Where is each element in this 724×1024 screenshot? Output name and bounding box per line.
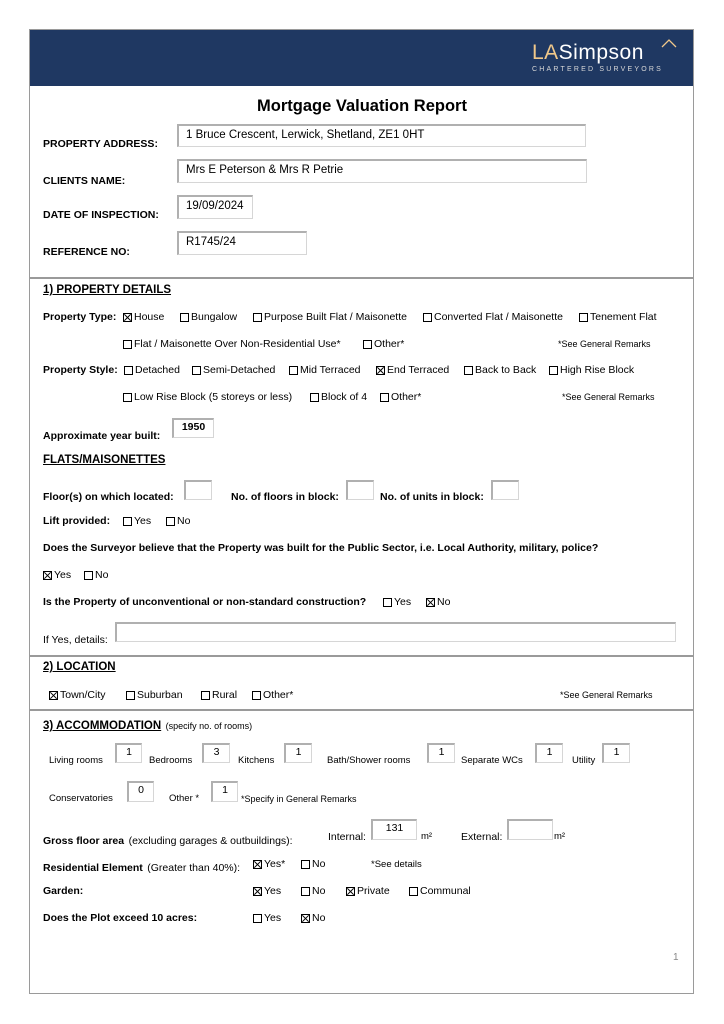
kitchens-label: Kitchens — [238, 755, 275, 766]
checkbox-checked[interactable] — [253, 860, 262, 869]
section-2-heading: 2) LOCATION — [43, 661, 116, 673]
public-yes-option[interactable]: Yes — [43, 569, 71, 581]
flats-heading: FLATS/MAISONETTES — [43, 454, 166, 466]
type-over-nonres-option[interactable]: Flat / Maisonette Over Non-Residential Use* — [123, 338, 341, 350]
reference-label: REFERENCE NO: — [43, 246, 130, 258]
date-field[interactable]: 19/09/2024 — [177, 195, 253, 219]
checkbox[interactable] — [380, 393, 389, 402]
gross-floor-area-label: Gross floor area — [43, 835, 125, 847]
other-rooms-note: *Specify in General Remarks — [241, 794, 357, 804]
garden-communal-option[interactable]: Communal — [409, 885, 471, 897]
unconventional-yes-option[interactable]: Yes — [383, 596, 411, 608]
section-3-heading: 3) ACCOMMODATION — [43, 720, 162, 732]
checkbox-checked[interactable] — [123, 313, 132, 322]
checkbox[interactable] — [301, 887, 310, 896]
checkbox[interactable] — [310, 393, 319, 402]
location-remark: *See General Remarks — [560, 690, 653, 700]
logo-subtitle: CHARTERED SURVEYORS — [531, 66, 663, 73]
style-remark: *See General Remarks — [562, 392, 655, 402]
internal-unit: m² — [421, 831, 433, 842]
style-back-to-back-option[interactable]: Back to Back — [464, 364, 536, 376]
style-detached-option[interactable]: Detached — [124, 364, 180, 376]
other-rooms-label: Other * — [169, 793, 200, 804]
style-low-rise-option[interactable]: Low Rise Block (5 storeys or less) — [123, 391, 292, 403]
internal-label: Internal: — [328, 831, 366, 843]
bath-shower-label: Bath/Shower rooms — [327, 755, 411, 766]
checkbox-checked[interactable] — [49, 691, 58, 700]
residential-label-row — [43, 858, 240, 876]
type-tenement-option[interactable]: Tenement Flat — [579, 311, 657, 323]
units-in-block-label: No. of units in block: — [380, 491, 484, 503]
checkbox-checked[interactable] — [346, 887, 355, 896]
checkbox[interactable] — [166, 517, 175, 526]
property-type-label: Property Type: — [43, 311, 117, 323]
public-sector-question: Does the Surveyor believe that the Property was built for the Public Sector, i.e. Local Authority, military, police? — [43, 542, 599, 554]
garden-label: Garden: — [43, 885, 84, 897]
year-built-field[interactable]: 1950 — [172, 418, 214, 438]
reference-field[interactable]: R1745/24 — [177, 231, 307, 255]
section-divider — [30, 655, 693, 657]
checkbox[interactable] — [126, 691, 135, 700]
checkbox[interactable] — [123, 517, 132, 526]
checkbox-checked[interactable] — [253, 887, 262, 896]
roof-icon — [661, 38, 677, 48]
utility-label: Utility — [572, 755, 596, 766]
style-other-option[interactable]: Other* — [380, 391, 421, 403]
style-mid-terraced-option[interactable]: Mid Terraced — [289, 364, 361, 376]
checkbox[interactable] — [409, 887, 418, 896]
plot-yes-option[interactable]: Yes — [253, 912, 281, 924]
checkbox-checked[interactable] — [376, 366, 385, 375]
type-remark: *See General Remarks — [558, 339, 651, 349]
address-field[interactable]: 1 Bruce Crescent, Lerwick, Shetland, ZE1 0HT — [177, 124, 586, 147]
floors-label: Floor(s) on which located: — [43, 491, 174, 503]
residential-note: (Greater than 40%): — [147, 862, 241, 874]
unconventional-no-option[interactable]: No — [426, 596, 450, 608]
checkbox[interactable] — [301, 860, 310, 869]
garden-private-option[interactable]: Private — [346, 885, 390, 897]
section-3-note: (specify no. of rooms) — [165, 721, 253, 731]
internal-area-field[interactable]: 131 — [371, 819, 417, 840]
date-label: DATE OF INSPECTION: — [43, 209, 159, 221]
checkbox[interactable] — [549, 366, 558, 375]
residential-yes-option[interactable]: Yes* — [253, 858, 285, 870]
type-converted-option[interactable]: Converted Flat / Maisonette — [423, 311, 563, 323]
residential-label: Residential Element — [43, 862, 143, 874]
other-rooms-field[interactable]: 1 — [211, 781, 238, 802]
residential-remark: *See details — [371, 859, 422, 870]
checkbox[interactable] — [84, 571, 93, 580]
section-1-heading: 1) PROPERTY DETAILS — [43, 284, 172, 296]
bedrooms-field[interactable]: 3 — [202, 743, 230, 763]
checkbox[interactable] — [253, 914, 262, 923]
units-in-block-field[interactable] — [491, 480, 519, 500]
lift-yes-option[interactable]: Yes — [123, 515, 151, 527]
location-rural-option[interactable]: Rural — [201, 689, 237, 701]
checkbox[interactable] — [363, 340, 372, 349]
living-rooms-label: Living rooms — [49, 755, 103, 766]
checkbox[interactable] — [253, 313, 262, 322]
type-bungalow-option[interactable]: Bungalow — [180, 311, 237, 323]
garden-yes-option[interactable]: Yes — [253, 885, 281, 897]
public-no-option[interactable]: No — [84, 569, 108, 581]
external-label: External: — [461, 831, 503, 843]
checkbox[interactable] — [464, 366, 473, 375]
external-unit: m² — [554, 831, 566, 842]
clients-field[interactable]: Mrs E Peterson & Mrs R Petrie — [177, 159, 587, 183]
checkbox[interactable] — [192, 366, 201, 375]
floors-in-block-field[interactable] — [346, 480, 374, 500]
separate-wcs-field[interactable]: 1 — [535, 743, 563, 763]
page-number: 1 — [673, 952, 679, 963]
type-house-option[interactable]: House — [123, 311, 164, 323]
style-block-of-4-option[interactable]: Block of 4 — [310, 391, 367, 403]
checkbox[interactable] — [252, 691, 261, 700]
plot-no-option[interactable]: No — [301, 912, 325, 924]
if-yes-details-field[interactable] — [115, 622, 676, 642]
checkbox-checked[interactable] — [43, 571, 52, 580]
gross-floor-area-note: (excluding garages & outbuildings): — [128, 835, 293, 847]
logo-initials: LA — [531, 41, 559, 64]
conservatories-label: Conservatories — [49, 793, 113, 804]
section-divider — [30, 709, 693, 711]
conservatories-field[interactable]: 0 — [127, 781, 154, 802]
living-rooms-field[interactable]: 1 — [115, 743, 142, 763]
page-title: Mortgage Valuation Report — [257, 97, 467, 115]
location-other-option[interactable]: Other* — [252, 689, 293, 701]
checkbox[interactable] — [383, 598, 392, 607]
header-banner — [30, 30, 693, 86]
garden-no-option[interactable]: No — [301, 885, 325, 897]
checkbox[interactable] — [124, 366, 133, 375]
floors-field[interactable] — [184, 480, 212, 500]
section-3-heading-row — [43, 716, 252, 734]
external-area-field[interactable] — [507, 819, 553, 840]
checkbox[interactable] — [289, 366, 298, 375]
checkbox[interactable] — [423, 313, 432, 322]
location-town-option[interactable]: Town/City — [49, 689, 106, 701]
address-label: PROPERTY ADDRESS: — [43, 138, 158, 150]
checkbox[interactable] — [123, 393, 132, 402]
style-end-terraced-option[interactable]: End Terraced — [376, 364, 449, 376]
checkbox-checked[interactable] — [301, 914, 310, 923]
logo-name: Simpson — [558, 41, 644, 64]
separate-wcs-label: Separate WCs — [461, 755, 523, 766]
property-style-label: Property Style: — [43, 364, 118, 376]
company-logo — [532, 42, 663, 73]
kitchens-field[interactable]: 1 — [284, 743, 312, 763]
style-high-rise-option[interactable]: High Rise Block — [549, 364, 634, 376]
style-semi-option[interactable]: Semi-Detached — [192, 364, 275, 376]
checkbox[interactable] — [180, 313, 189, 322]
section-divider — [30, 277, 693, 279]
floors-in-block-label: No. of floors in block: — [231, 491, 339, 503]
lift-no-option[interactable]: No — [166, 515, 190, 527]
if-yes-label: If Yes, details: — [43, 634, 108, 646]
plot-label: Does the Plot exceed 10 acres: — [43, 912, 198, 924]
checkbox[interactable] — [579, 313, 588, 322]
location-suburban-option[interactable]: Suburban — [126, 689, 183, 701]
residential-no-option[interactable]: No — [301, 858, 325, 870]
utility-field[interactable]: 1 — [602, 743, 630, 763]
checkbox[interactable] — [201, 691, 210, 700]
bath-shower-field[interactable]: 1 — [427, 743, 455, 763]
checkbox[interactable] — [123, 340, 132, 349]
checkbox-checked[interactable] — [426, 598, 435, 607]
lift-label: Lift provided: — [43, 515, 111, 527]
type-other-option[interactable]: Other* — [363, 338, 404, 350]
unconventional-question: Is the Property of unconventional or non-standard construction? — [43, 596, 367, 608]
year-built-label: Approximate year built: — [43, 430, 161, 442]
gross-floor-area-label-row — [43, 831, 293, 849]
type-purpose-built-option[interactable]: Purpose Built Flat / Maisonette — [253, 311, 407, 323]
bedrooms-label: Bedrooms — [149, 755, 193, 766]
clients-label: CLIENTS NAME: — [43, 175, 126, 187]
